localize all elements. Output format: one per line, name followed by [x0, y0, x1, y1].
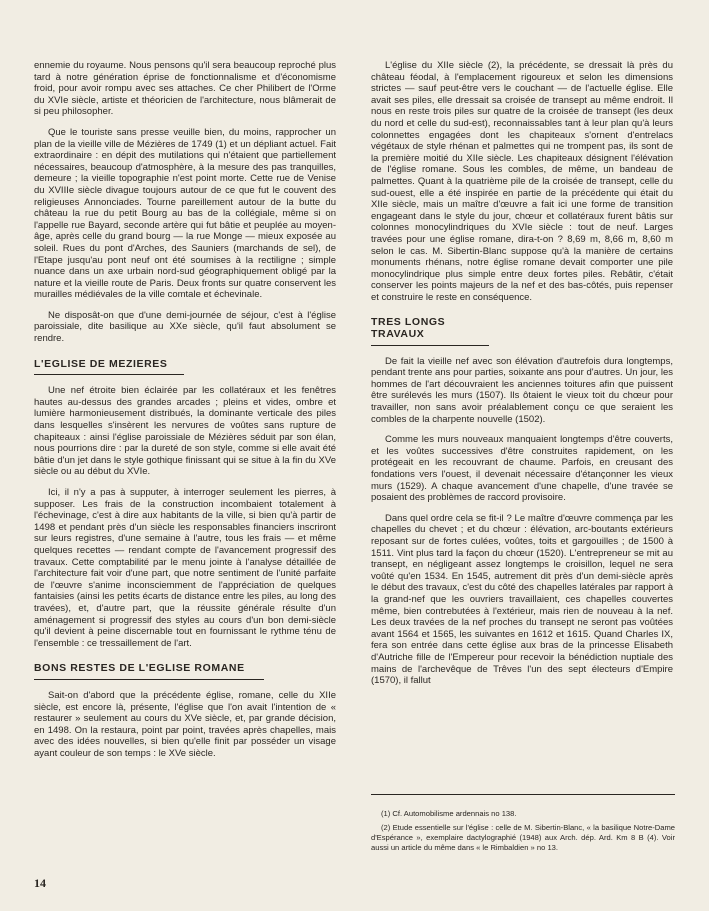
footnote: (2) Etude essentielle sur l'église : celle de M. Sibertin-Blanc, « la basilique Notre-Dame d'Espérance », exemplaire dactylographié (1948) aux Arch. dép. Ard. Km 8 B (4). Voir aussi un article du même dans « le Rimbaldien » no 13. — [371, 823, 675, 852]
section-heading: BONS RESTES DE L'EGLISE ROMANE — [34, 663, 264, 680]
paragraph: De fait la vieille nef avec son élévation d'autrefois dura longtemps, pendant trente ans pour parties, soixante ans pour d'autres. Un jour, les hommes de l'art découvraient les anciennes toitures afin que puissent être surélevés les murs (1507). Ils ôtaient le vieux toit du chœur pour travailler, non sans avoir préalablement conçu ce que seraient les combles de la charpente nouvelle (1502). — [371, 355, 673, 425]
left-column — [34, 60, 336, 768]
paragraph: Comme les murs nouveaux manquaient longtemps d'être couverts, et les voûtes successives d'être construites rapidement, on les protégeait en les recouvrant de chaume. Parfois, en creusant des fondations vers l'ouest, il devenait nécessaire d'étançonner les vieux murs (1529). A chaque avancement d'une chapelle, d'une travée se posaient des problèmes de raccord provisoire. — [371, 434, 673, 504]
paragraph: Une nef étroite bien éclairée par les collatéraux et les fenêtres hautes au-dessus des grandes arcades ; pleins et vides, ombre et lumière harmonieusement distribués, la dominante verticale des piles dans lesquelles s'insèrent les nervures de voûtes sans rupture de chapiteaux : ainsi l'église paroissiale de Mézières séduit par son élan, nous pourrions dire : par la dureté de son style, comme si elle avait été bâtie d'un jet dans le style gothique finissant qui se situe à la fin du XVe siècle ou au début du XVIe. — [34, 385, 336, 478]
page-number: 14 — [34, 876, 46, 890]
footnote: (1) Cf. Automobilisme ardennais no 138. — [381, 809, 517, 818]
section-heading: L'EGLISE DE MEZIERES — [34, 359, 184, 376]
paragraph: Que le touriste sans presse veuille bien, du moins, rapprocher un plan de la vieille ville de Mézières de 1749 (1) et un dépliant actuel. Fait extraordinaire : en dépit des mutilations qui n'étaient que partiellement nécessaires, beaucoup d'atmosphère, à la mesure des pas tranquilles, demeure ; la vieille topographie n'est point morte. Cette rue de Venise du XVIIIe siècle divague toujours autour de ce que fut le couvent des religieuses Annonciades. Tourne pareillement autour de la butte du château la rue du petit Bourg au bas de la collégiale, même si on l'appelle rue Bayard, seconde artère qui fut bâtie et peuplée au moyen-âge, après celle du grand bourg — la rue Monge — mieux exposée au soleil. Rues du pont d'Arches, des Sauniers (marchands de sel), de l'Etape jusqu'au pont neuf ont été soumises à la rectiligne ; simple nuance dans un axe urbain nord-sud géographiquement obligé par la nature et la vieille route de Paris. Deux fronts sur quatre conservent les murailles médiévales de la ville comtale et échevinale. — [34, 126, 336, 301]
paragraph: Ne disposât-on que d'une demi-journée de séjour, c'est à l'église paroissiale, dite basilique au XXe siècle, qu'il faut absolument se rendre. — [34, 309, 336, 345]
paragraph: ennemie du royaume. Nous pensons qu'il sera beaucoup reproché plus tard à notre génération éprise de fonctionnalisme et d'économisme froid, pour avoir rompu avec ses attaches. Ce cher Philibert de l'Orme du XVIe siècle, artiste et théoricien de l'architecture, nous blâmerait de si peu philosopher. — [34, 60, 336, 118]
footnotes — [371, 794, 675, 857]
paragraph: Dans quel ordre cela se fit-il ? Le maître d'œuvre commença par les chapelles du chevet ; et du chœur : élévation, arc-boutants extérieurs reposant sur de fortes culées, voûtes, toits et gargouilles ; de 1500 à 1511. Vint plus tard la façon du chœur (1520). L'entrepreneur se mit au transept, en négligeant assez longtemps le croisillon, lequel ne sera voûté qu'en 1534. En 1545, autrement dit près d'un demi-siècle après le début des travaux, c'est du côté des chapelles latérales par rapport à la grand-nef que les ouvriers travaillaient, ces chapelles couvertes même, bien contrebutées à l'extérieur, mais rien de nouveau à la nef. Les deux travées de la nef proches du transept ne seront pas voûtées avant 1564 et 1565, les suivantes en 1612 et 1615. Quand Charles IX, fera son entrée dans cette église aux bras de la princesse Elisabeth d'Autriche fille de l'Empereur pour recevoir la bénédiction nuptiale des mains de l'archevêque de Trêves l'un des sept électeurs d'Empire (1570), il fallut — [371, 512, 673, 687]
paragraph: Sait-on d'abord que la précédente église, romane, celle du XIIe siècle, est encore là, présente, l'église que l'on avait l'intention de « restaurer » seulement au cours du XVe siècle, et, par grande décision, en 1498. On la restaura, point par point, travées après chapelles, mais avec des idées nouvelles, si bien qu'elle finit par posséder un visage ayant couleur de son temps : le XVe siècle. — [34, 689, 336, 759]
paragraph: Ici, il n'y a pas à supputer, à interroger seulement les pierres, à supposer. Les frais de la construction incombaient totalement à l'échevinage, c'est à dire aux habitants de la ville, si bien qu'à partir de 1498 et pendant près d'un siècle les responsables financiers inscriront sur leurs registres, d'une semaine à l'autre, tous les frais — et même quelques recettes — rendant compte de l'avancement progressif des travaux. Cette comptabilité par le menu jointe à l'analyse détaillée de l'architecture fait voir d'une part, que notre sentiment de l'unité parfaite de l'œuvre s'anime inconsciemment de l'appréciation de quelques fantaisies (ainsi les petits écarts de distance entre les piles, au long des travées), et, d'autre part, que la réussite générale résulte d'un aménagement si progressif des styles au cours d'un bon demi-siècle qu'il devient à peine discernable tout en fournissant le rythme ténu de l'ensemble : ce tressaillement de l'art. — [34, 487, 336, 649]
paragraph: L'église du XIIe siècle (2), la précédente, se dressait là près du château féodal, à l'emplacement rigoureux et selon les dimensions strictes — sauf peut-être vers le couchant — de l'actuelle église. Elle avait ses piles, elle dressait sa croisée de transept au même endroit. Il nous en reste trois piles sur quatre de la croisée de transept (les deux du nord et celle du sud-est), reconnaissables tant à leur plan qu'à leurs colonnettes engagées dont les chapiteaux s'ornent d'entrelacs végétaux de style rhénan et palmettes qui ne trompent pas, ils sont de la première moitié du XIIe siècle. Les chapiteaux désignent l'élévation de l'église romane. Sous les combles, de même, un bandeau de palmettes. Quant à la quatrième pile de la croisée de transept, celle du sud-ouest, elle a été inspirée en partie de la précédente qui était du XIIe siècle, mais un maître d'œuvre a fait ici une forme de transition engageant dans le style du jour, chœur et collatéraux furent bâtis sur colonnes monocylindriques du XVIe siècle : tout de neuf. Larges travées pour une église romane, dira-t-on ? 8,69 m, 8,66 m, 8,60 m selon le cas. M. Sibertin-Blanc suppose qu'à la manière de certains monuments rhénans, notre église romane devait comporter une pile monocylindrique plus simple entre deux fortes piles. Rebâtir, c'était conserver les points majeurs de la nef et des bas-côtés, puis repenser et construire le reste en conséquence. — [371, 60, 673, 303]
right-column — [371, 60, 673, 696]
section-heading: TRES LONGS TRAVAUX — [371, 317, 489, 345]
